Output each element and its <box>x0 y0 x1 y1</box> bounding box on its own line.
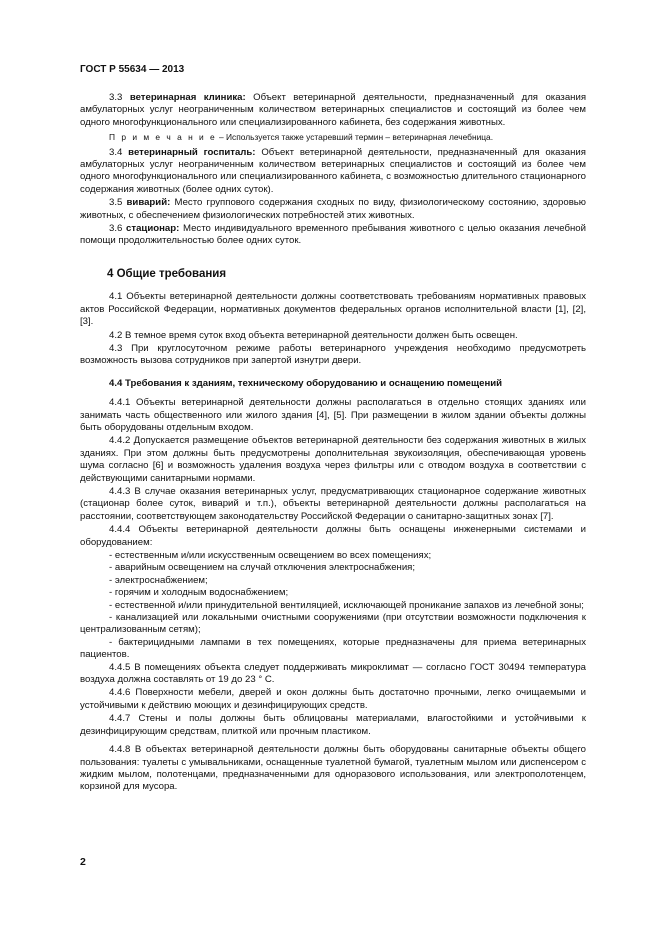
term-name: ветеринарная клиника: <box>129 92 246 103</box>
term-definition: Объект ветеринарной деятельности, предназначенный для оказания амбулаторных услуг неограниченным количеством ветеринарных специалистов и состоящий из более чем одного многофункционального или специализированного кабинета, без содержания животных. <box>80 92 587 128</box>
term-number: 3.4 <box>109 146 123 158</box>
term-3-4 <box>80 147 586 197</box>
paragraph-4-4-1: 4.4.1 Объекты ветеринарной деятельности должны располагаться в отдельно стоящих зданиях или занимать часть общественного или жилого здания [4], [5]. При размещении в жилом здании объекты должны быть оборудованы отдельным входом. <box>80 397 586 433</box>
term-number: 3.3 <box>109 92 123 103</box>
paragraph-4-3: 4.3 При круглосуточном режиме работы ветеринарного учреждения необходимо предусмотреть возможность вызова сотрудников при запертой изнутри двери. <box>80 342 586 367</box>
term-definition: Место группового содержания сходных по виду, физиологическому состоянию, здоровью животных, с обеспечением физиологических потребностей этих животных. <box>80 197 586 221</box>
paragraph-4-2: 4.2 В темное время суток вход объекта ветеринарной деятельности должен быть освещен. <box>109 329 518 341</box>
paragraph-4-4-8: 4.4.8 В объектах ветеринарной деятельности должны быть оборудованы санитарные объекты общего пользования: туалеты с умывальниками, оснащенные туалетной бумагой, туалетным мылом или диспенсером с жидким мылом, полотенцами, предназначенными для одноразового использования, или электрополотенцем, корзиной для мусора. <box>80 744 586 793</box>
list-item: - канализацией или локальными очистными сооружениями (при отсутствии возможности подключения к централизованным сетям); <box>80 612 586 636</box>
section-title: 4 Общие требования <box>107 267 227 280</box>
paragraph-4-1: 4.1 Объекты ветеринарной деятельности должны соответствовать требованиям нормативных правовых актов Российской Федерации, нормативных документов федеральных органов исполнительной власти [1], [2], [3]. <box>80 291 586 328</box>
term-definition: Место индивидуального временного пребывания животного с целью оказания лечебной помощи продолжительностью более одних суток. <box>80 223 586 247</box>
term-3-6 <box>80 223 586 248</box>
paragraph-4-4-4: 4.4.4 Объекты ветеринарной деятельности должны быть оснащены инженерными системами и оборудованием: <box>80 524 586 548</box>
paragraph-4-4-3: 4.4.3 В случае оказания ветеринарных услуг, предусматривающих стационарное содержание животных (стационар более суток, виварий и т.п.), объекты ветеринарной деятельности должны располагаться на расстоянии, соответствующем законодательству Российской Федерации о санитарно-защитных зонах [7]. <box>80 485 586 522</box>
term-3-5 <box>80 197 586 222</box>
page-content <box>80 92 586 795</box>
term-name: виварий: <box>126 197 171 209</box>
term-number: 3.5 <box>109 197 123 209</box>
note-label: П р и м е ч а н и е <box>109 132 217 143</box>
subsection-title: 4.4 Требования к зданиям, техническому оборудованию и оснащению помещений <box>109 377 503 389</box>
note-text: – Используется также устаревший термин – ветеринарная лечебница. <box>216 132 494 143</box>
list-item: - электроснабжением; <box>109 574 208 586</box>
list-item: - естественной и/или принудительной вентиляцией, исключающей проникание запахов из лечебной зоны; <box>109 599 584 611</box>
paragraph-4-4-7: 4.4.7 Стены и полы должны быть облицованы материалами, влагостойкими и устойчивыми к дезинфицирующим средствам, плиткой или прочным пластиком. <box>80 713 586 737</box>
list-item: - горячим и холодным водоснабжением; <box>109 587 289 599</box>
paragraph-4-4-2: 4.4.2 Допускается размещение объектов ветеринарной деятельности без содержания животных в жилых зданиях. При этом должны быть предусмотрены дополнительная звукоизоляция, обеспечивающая уровень шума согласно [6] и возможность удаления воздуха через фильтры или с отводом воздуха в соответствии с действующими санитарными нормами. <box>80 435 586 484</box>
list-item: - бактерицидными лампами в тех помещениях, которые предназначены для приема ветеринарных пациентов. <box>80 636 586 661</box>
term-3-3 <box>80 92 586 129</box>
document-header: ГОСТ Р 55634 — 2013 <box>80 64 185 75</box>
term-number: 3.6 <box>109 223 123 235</box>
term-name: стационар: <box>126 223 180 235</box>
term-definition: Объект ветеринарной деятельности, предназначенный для оказания амбулаторных услуг неограниченным количеством ветеринарных специалистов и состоящий из более чем одного многофункционального или специализированного кабинета, с возможностью длительного стационарного содержания животных (более одних суток). <box>80 146 586 195</box>
term-name: ветеринарный госпиталь: <box>128 146 256 158</box>
page-number: 2 <box>80 856 86 868</box>
paragraph-4-4-5: 4.4.5 В помещениях объекта следует поддерживать микроклимат — согласно ГОСТ 30494 температура воздуха должна составлять от 19 до 23 ° С. <box>80 661 586 686</box>
list-item: - естественным и/или искусственным освещением во всех помещениях; <box>109 550 432 561</box>
note <box>80 131 586 143</box>
list-item: - аварийным освещением на случай отключения электроснабжения; <box>109 562 416 574</box>
paragraph-4-4-6: 4.4.6 Поверхности мебели, дверей и окон должны быть достаточно прочными, легко очищаемыми и устойчивыми к действию моющих и дезинфицирующих средств. <box>80 687 586 711</box>
